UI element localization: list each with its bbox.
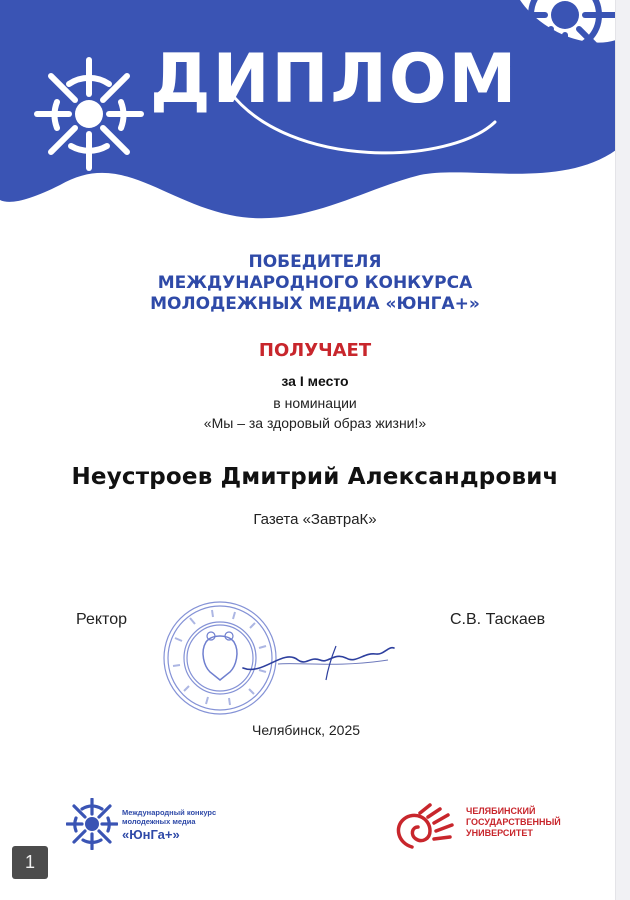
ship-wheel-icon [34, 54, 144, 174]
winner-line: МЕЖДУНАРОДНОГО КОНКУРСА [157, 273, 473, 293]
viewer-scrollbar-track[interactable] [615, 0, 630, 900]
university-logo-text: ЧЕЛЯБИНСКИЙ ГОСУДАРСТВЕННЫЙ УНИВЕРСИТЕТ [466, 806, 561, 838]
award-place: за I место [281, 373, 349, 389]
nomination-value: «Мы – за здоровый образ жизни!» [203, 415, 427, 431]
recipient-name: Неустроев Дмитрий Александрович [71, 464, 559, 490]
page-number-badge[interactable]: 1 [12, 846, 48, 879]
recipient-organization: Газета «ЗавтраК» [253, 511, 377, 528]
winner-heading [0, 252, 616, 315]
signatory-name: С.В. Таскаев [450, 611, 546, 628]
university-logo-icon [390, 803, 460, 853]
ship-wheel-icon [66, 798, 118, 850]
ship-wheel-icon [510, 0, 616, 70]
winner-line: МОЛОДЕЖНЫХ МЕДИА «ЮНГА+» [150, 294, 480, 314]
signatory-role: Ректор [76, 611, 127, 628]
contest-logo-name: «ЮнГа+» [122, 827, 180, 842]
nomination-label: в номинации [273, 395, 357, 411]
winner-line: ПОБЕДИТЕЛЯ [248, 252, 382, 272]
contest-logo-text: Международный конкурс молодежных медиа [122, 808, 217, 826]
city-year: Челябинск, 2025 [252, 722, 361, 738]
diploma-title: ДИПЛОМ [150, 40, 519, 119]
signature-mark [238, 638, 398, 688]
receives-label: ПОЛУЧАЕТ [258, 340, 372, 361]
